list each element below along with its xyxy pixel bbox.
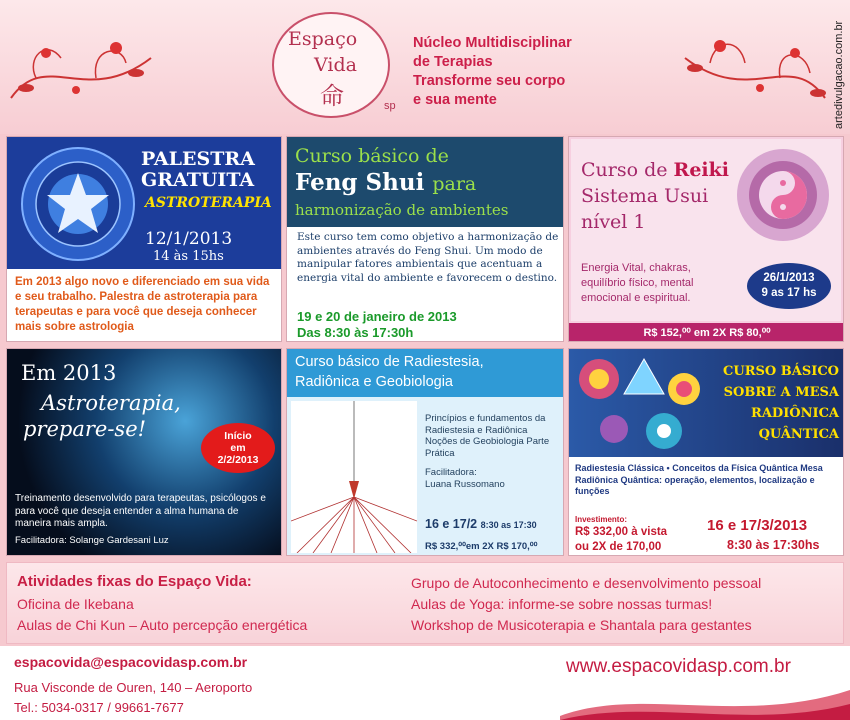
activity-item: Oficina de Ikebana xyxy=(17,596,134,612)
feng-shui-title-line1: Curso básico de xyxy=(295,145,449,167)
activity-item: Workshop de Musicoterapia e Shantala para gestantes xyxy=(411,617,752,633)
tagline-line: Núcleo Multidisciplinar xyxy=(413,35,572,51)
radiestesia-time: 8:30 as 17:30 xyxy=(480,520,537,530)
mesa-title-line: RADIÔNICA xyxy=(751,406,839,421)
mesa-title-line: CURSO BÁSICO xyxy=(723,364,839,379)
palestra-date: 12/1/2013 xyxy=(145,229,233,249)
reiki-title-emphasis: Reiki xyxy=(673,159,730,181)
tagline-line: Transforme seu corpo xyxy=(413,73,566,89)
mesa-radionica-title xyxy=(719,361,839,445)
feng-shui-date: 19 e 20 de janeiro de 2013 xyxy=(297,309,457,324)
astroterapia-line1: Em 2013 xyxy=(21,361,117,385)
radiestesia-facilitator-name: Luana Russomano xyxy=(425,478,505,490)
reiki-content xyxy=(571,139,841,321)
radiestesia-date-days: 16 e 17/2 xyxy=(425,517,478,531)
mesa-price-cash: R$ 332,00 à vista xyxy=(575,526,668,538)
feng-shui-title-line3: harmonização de ambientes xyxy=(295,201,509,219)
feng-shui-title-emphasis: Feng Shui xyxy=(295,169,425,196)
phone: Tel.: 5034-0317 / 99661-7677 xyxy=(14,700,184,715)
pendulum-chart-image xyxy=(291,401,417,553)
reiki-date-badge xyxy=(747,263,831,309)
palestra-banner xyxy=(7,137,282,269)
radiestesia-facilitator xyxy=(425,467,561,490)
floral-ornament-right xyxy=(680,18,830,118)
astroterapia-facilitator: Facilitadora: Solange Gardesani Luz xyxy=(15,535,169,546)
fixed-activities-heading: Atividades fixas do Espaço Vida: xyxy=(17,573,252,590)
reiki-title-line3: nível 1 xyxy=(581,211,646,233)
reiki-price: R$ 152,⁰⁰ em 2X R$ 80,⁰⁰ xyxy=(569,323,844,342)
palestra-description: Em 2013 algo novo e diferenciado em sua vida e seu trabalho. Palestra de astroterapia para terapeutas e para você que deseja conhecer mais sobre astrologia xyxy=(15,276,270,333)
mesa-radionica-panel xyxy=(568,348,844,556)
palestra-title-line2: GRATUITA xyxy=(141,169,255,191)
vertical-credit xyxy=(828,4,848,132)
address: Rua Visconde de Ouren, 140 – Aeroporto xyxy=(14,680,253,695)
sacred-geometry-image xyxy=(569,349,719,457)
tagline-line: de Terapias xyxy=(413,54,493,70)
radiestesia-facilitator-label: Facilitadora: xyxy=(425,467,477,478)
palestra-subtitle: ASTROTERAPIA xyxy=(145,195,272,211)
mesa-date: 16 e 17/3/2013 xyxy=(707,517,808,534)
zodiac-wheel-icon xyxy=(19,145,137,263)
mesa-time: 8:30 às 17:30hs xyxy=(727,538,820,552)
reiki-title-line1 xyxy=(581,159,729,181)
palestra-title xyxy=(141,149,255,191)
floral-ornament-left xyxy=(6,18,156,118)
badge-line: em xyxy=(230,442,246,454)
contact-email-link[interactable]: espacovida@espacovidasp.com.br xyxy=(14,654,248,670)
badge-line: 2/2/2013 xyxy=(217,454,259,466)
astroterapia-line2: Astroterapia, xyxy=(41,391,181,415)
footer xyxy=(0,646,850,720)
activity-item: Aulas de Chi Kun – Auto percepção energética xyxy=(17,617,308,633)
reiki-description: Energia Vital, chakras, equilíbrio físico, mental emocional e espiritual. xyxy=(581,262,694,304)
fixed-activities-section xyxy=(6,562,844,644)
radiestesia-title-line1: Curso básico de Radiestesia, xyxy=(295,354,484,370)
feng-shui-panel xyxy=(286,136,564,342)
radiestesia-panel xyxy=(286,348,564,556)
mesa-radionica-banner xyxy=(569,349,844,457)
vertical-credit-text: artedivulgacao.com.br xyxy=(833,20,845,129)
feng-shui-time: Das 8:30 às 17:30h xyxy=(297,325,414,340)
radiestesia-banner xyxy=(287,349,564,397)
logo-suffix: sp xyxy=(384,100,396,112)
badge-line: Início xyxy=(224,430,252,442)
logo-text-line2: Vida xyxy=(314,54,357,76)
reiki-badge-time: 9 as 17 hs xyxy=(761,287,817,299)
website-link[interactable]: www.espacovidasp.com.br xyxy=(566,656,791,677)
radiestesia-description: Princípios e fundamentos da Radiestesia e Radiônica Noções de Geobiologia Parte Prática xyxy=(425,413,550,459)
mesa-radionica-description: Radiestesia Clássica • Conceitos da Física Quântica Mesa Radiônica Quântica: operação, elementos, localização e funções xyxy=(575,463,823,496)
reiki-title-curso: Curso de xyxy=(581,159,668,181)
activity-item: Grupo de Autoconhecimento e desenvolvimento pessoal xyxy=(411,575,762,591)
mesa-title-line: QUÂNTICA xyxy=(758,427,839,442)
reiki-badge-date: 26/1/2013 xyxy=(763,272,815,284)
espaco-vida-logo xyxy=(272,12,396,118)
palestra-title-line1: PALESTRA xyxy=(141,148,255,170)
tagline xyxy=(413,34,572,110)
feng-shui-title-line2 xyxy=(295,169,476,196)
mesa-price-installment: ou 2X de 170,00 xyxy=(575,541,662,553)
palestra-panel xyxy=(6,136,282,342)
reiki-panel xyxy=(568,136,844,342)
astroterapia-panel xyxy=(6,348,282,556)
feng-shui-banner xyxy=(287,137,564,227)
radiestesia-price: R$ 332,⁰⁰em 2X R$ 170,⁰⁰ xyxy=(425,541,538,552)
palestra-time: 14 às 15hs xyxy=(153,249,224,264)
header xyxy=(0,0,850,134)
radiestesia-date xyxy=(425,517,537,531)
yin-yang-icon xyxy=(735,147,831,243)
feng-shui-title-para: para xyxy=(432,173,477,195)
activity-item: Aulas de Yoga: informe-se sobre nossas turmas! xyxy=(411,596,713,612)
logo-glyph: 命 xyxy=(320,83,344,110)
reiki-title-line2: Sistema Usui xyxy=(581,185,709,207)
astroterapia-description: Treinamento desenvolvido para terapeutas, psicólogos e para você que deseja entender a alma humana de maneira mais ampla. xyxy=(15,493,266,529)
mesa-title-line: SOBRE A MESA xyxy=(723,385,839,400)
feng-shui-description: Este curso tem como objetivo a harmonização de ambientes através do Feng Shui. Um modo de manipular fatores ambientais que acentuam a energia vital do ambiente e favorecem o destino. xyxy=(297,231,559,284)
astroterapia-start-badge xyxy=(201,423,275,473)
mesa-investment-label: Investimento: xyxy=(575,515,628,524)
tagline-line: e sua mente xyxy=(413,92,497,108)
decorative-wave xyxy=(560,686,850,720)
radiestesia-title-line2: Radiônica e Geobiologia xyxy=(295,374,453,390)
logo-text-line1: Espaço xyxy=(288,28,358,50)
astroterapia-line3: prepare-se! xyxy=(23,417,147,441)
